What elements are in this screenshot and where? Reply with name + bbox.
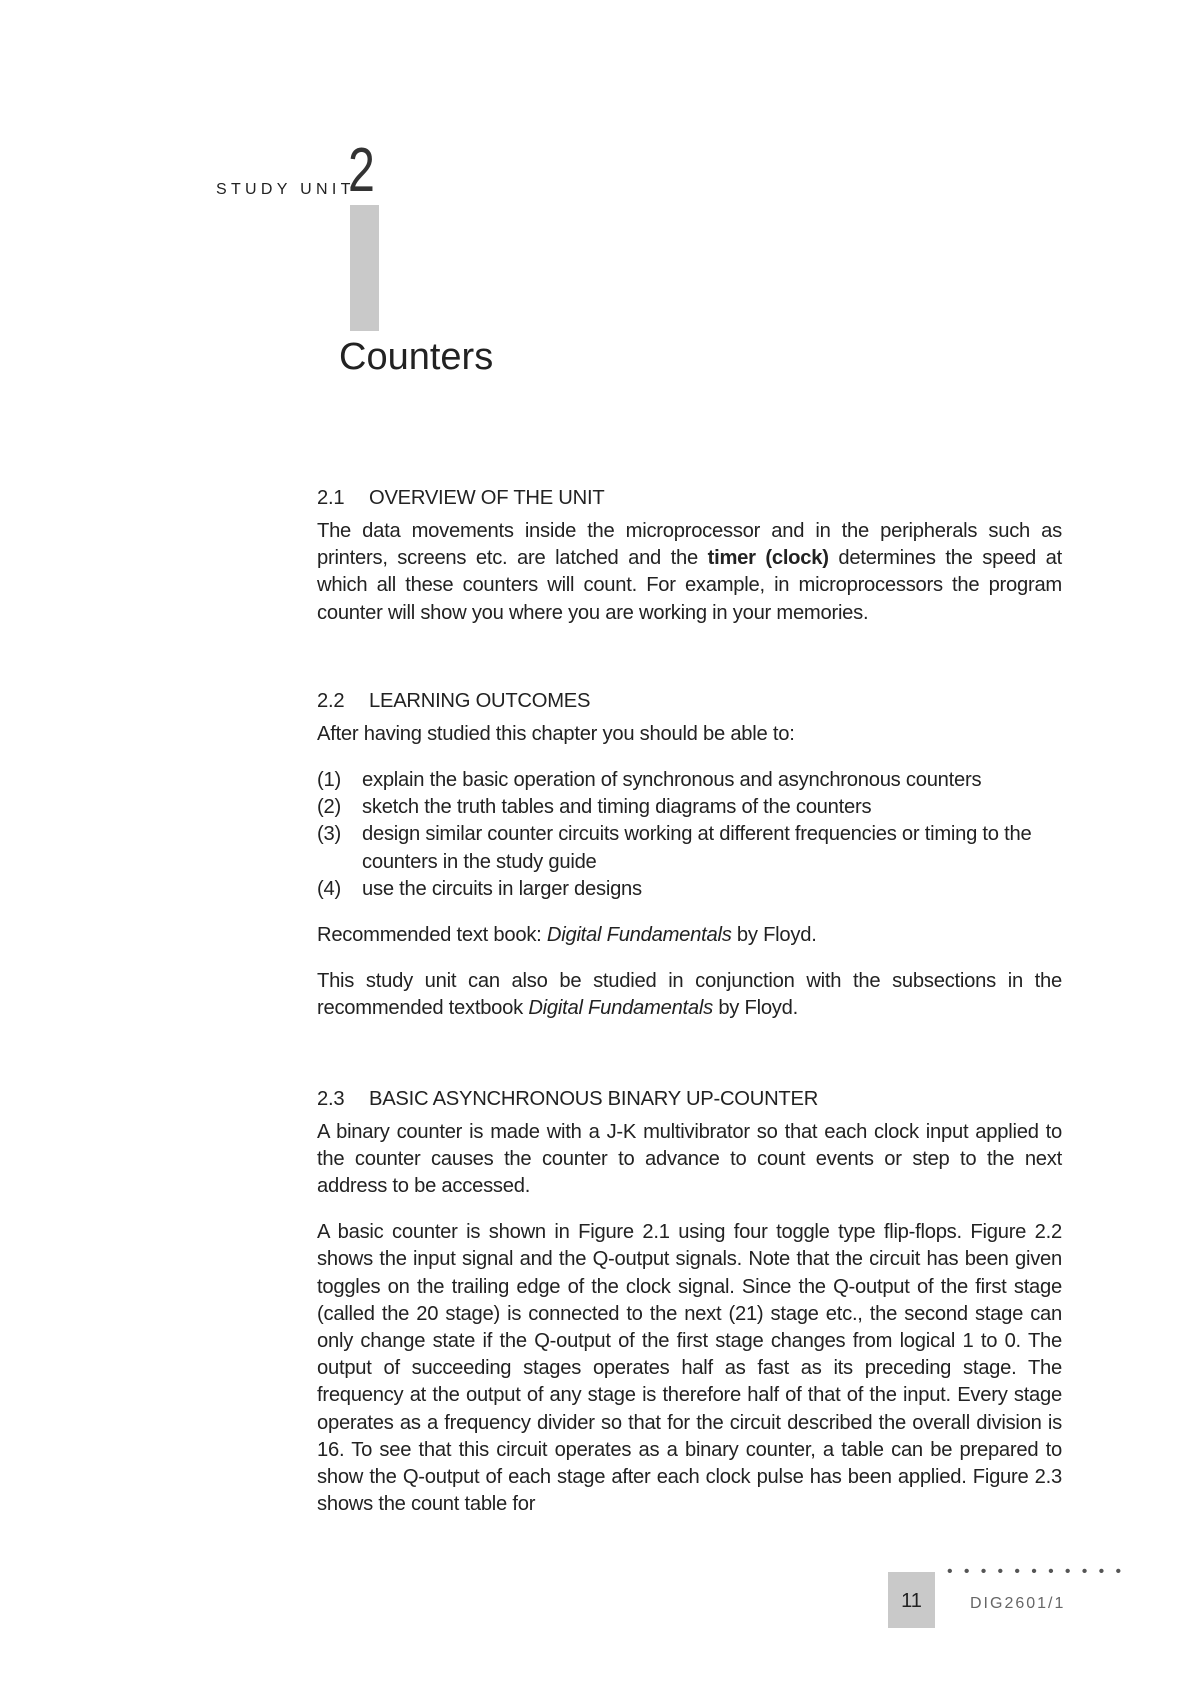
book-title: Digital Fundamentals <box>546 924 732 947</box>
list-item-text: use the circuits in larger designs <box>362 877 642 900</box>
recommended-prefix: Recommended text book: <box>317 924 547 947</box>
section-title: BASIC ASYNCHRONOUS BINARY UP-COUNTER <box>369 1087 819 1110</box>
outcomes-list <box>317 767 1062 903</box>
recommended-suffix: by Floyd. <box>731 924 817 947</box>
conjunction-note <box>317 968 1062 1022</box>
section-title: LEARNING OUTCOMES <box>369 689 591 712</box>
list-marker: (1) <box>317 769 341 792</box>
list-item <box>317 876 1062 903</box>
conjunction-prefix: This study unit can also be studied in conjunction with the subsections in the recommended textbook <box>317 970 1062 1020</box>
section-title: OVERVIEW OF THE UNIT <box>369 487 605 509</box>
counter-paragraph-2: A basic counter is shown in Figure 2.1 using four toggle type flip-flops. Figure 2.2 shows the input signal and the Q-output signals. Note that the circuit has been given toggles on the trailing edge of the clock signal. Since the Q-output of the first stage (called the 20 stage) is connected to the next (21) stage etc., the second stage can only change state if the Q-output of the first stage changes from logical 1 to 0. The output of succeeding stages operates half as fast as its preceding stage. The frequency at the output of any stage is therefore half of that of the input. Every stage operates as a frequency divider so that for the circuit described the overall division is 16. To see that this circuit operates as a binary counter, a table can be prepared to show the Q-output of each stage after each clock pulse has been applied. Figure 2.3 shows the count table for <box>317 1221 1062 1516</box>
section-number: 2.2 <box>317 689 345 712</box>
footer-dots: • • • • • • • • • • • <box>947 1563 1125 1580</box>
section-heading-2-3 <box>317 1085 1062 1113</box>
page-number: 11 <box>901 1590 922 1612</box>
page-number-box <box>888 1572 935 1628</box>
outcomes-intro: After having studied this chapter you should be able to: <box>317 722 795 745</box>
list-item <box>317 794 1062 821</box>
list-item-text: sketch the truth tables and timing diagrams of the counters <box>362 796 872 819</box>
overview-paragraph <box>317 518 1062 627</box>
document-code: DIG2601/1 <box>970 1595 1066 1612</box>
section-heading-2-1 <box>317 484 1062 512</box>
overview-bold-term: timer (clock) <box>707 547 829 570</box>
book-title: Digital Fundamentals <box>528 997 713 1020</box>
section-heading-2-2 <box>317 687 1062 715</box>
recommended-book <box>317 922 1062 949</box>
conjunction-suffix: by Floyd. <box>712 997 798 1020</box>
overview-text-end: determines the speed at which all these counters will count. For example, in microprocessors the program counter will show you where you are working in your memories. <box>317 547 1063 624</box>
list-item <box>317 767 1062 794</box>
list-marker: (2) <box>317 796 341 819</box>
unit-bar <box>350 205 379 331</box>
section-number: 2.1 <box>317 487 345 509</box>
section-number: 2.3 <box>317 1087 345 1110</box>
list-marker: (3) <box>317 823 341 846</box>
study-unit-label: STUDY UNIT <box>216 181 355 198</box>
main-content <box>317 484 1062 1518</box>
counter-paragraph-1: A binary counter is made with a J-K multivibrator so that each clock input applied to the counter causes the counter to advance to count events or step to the next address to be accessed. <box>317 1120 1062 1198</box>
list-item-text: explain the basic operation of synchronous and asynchronous counters <box>362 769 982 792</box>
list-item <box>317 821 1062 875</box>
chapter-title: Counters <box>339 336 494 378</box>
list-item-text: design similar counter circuits working at different frequencies or timing to the counters in the study guide <box>362 823 1032 873</box>
unit-number: 2 <box>348 136 375 205</box>
list-marker: (4) <box>317 877 341 900</box>
overview-text-start: The data movements inside the microprocessor and in the peripherals such as printers, screens etc. are latched and the <box>317 520 1062 570</box>
